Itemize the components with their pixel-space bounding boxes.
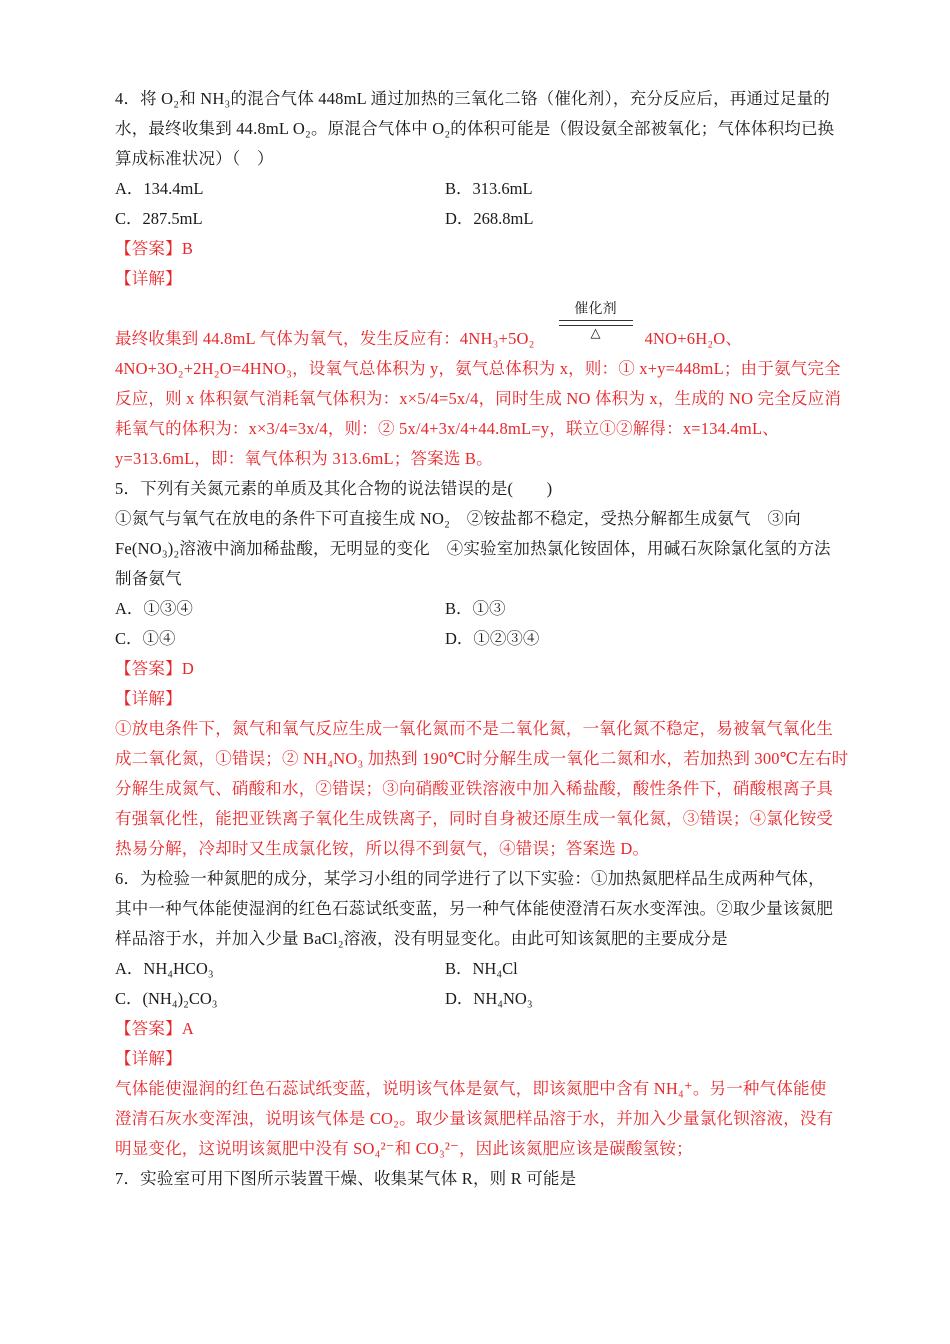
option-text: (NH₄)₂CO₃ [142, 989, 218, 1008]
option-text: ①③ [472, 599, 506, 618]
option-a [115, 174, 445, 204]
detail-line: 气体能使湿润的红色石蕊试纸变蓝，说明该气体是氨气，即该氮肥中含有 NH₄⁺。另一种气体能使 [115, 1079, 827, 1098]
detail-tag: 【详解】 [115, 689, 182, 708]
option-text: NH₄NO₃ [473, 989, 533, 1008]
option-text: 287.5mL [142, 209, 203, 228]
detail-line: 分解生成氮气、硝酸和水，②错误；③向硝酸亚铁溶液中加入稀盐酸，酸性条件下，硝酸根离子具 [115, 779, 834, 798]
option-text: ①②③④ [473, 629, 540, 648]
option-label: B． [445, 179, 473, 198]
answer-line [115, 234, 837, 264]
option-d [445, 624, 775, 654]
option-a [115, 594, 445, 624]
options-row [115, 624, 837, 654]
option-text: NH₄Cl [472, 959, 518, 978]
question-stem-line: 5．下列有关氮元素的单质及其化合物的说法错误的是( ) [115, 479, 553, 498]
question-stem-line: 水，最终收集到 44.8mL O₂。原混合气体中 O₂的体积可能是（假设氨全部被氧化；气体体积均已换 [115, 119, 835, 138]
options-row [115, 954, 837, 984]
heat-triangle-icon: △ [590, 325, 601, 340]
option-text: ①③④ [143, 599, 193, 618]
question-stem-line: 制备氨气 [115, 569, 182, 588]
answer-tag: 【答案】 [115, 239, 182, 258]
option-d [445, 204, 775, 234]
option-c [115, 624, 445, 654]
option-b [445, 174, 775, 204]
option-label: B． [445, 959, 473, 978]
detail-line: y=313.6mL，即：氧气体积为 313.6mL；答案选 B。 [115, 449, 493, 468]
options-row [115, 984, 837, 1014]
question-stem-line: 其中一种气体能使湿润的红色石蕊试纸变蓝，另一种气体能使澄清石灰水变浑浊。②取少量该氮肥 [115, 899, 834, 918]
option-b [445, 594, 775, 624]
option-label: A． [115, 959, 144, 978]
option-label: D． [445, 209, 474, 228]
question-stem-line: 样品溶于水，并加入少量 BaCl₂溶液，没有明显变化。由此可知该氮肥的主要成分是 [115, 929, 728, 948]
catalyst-label: 催化剂 [574, 302, 617, 317]
option-label: C． [115, 209, 143, 228]
option-label: B． [445, 599, 473, 618]
answer-value: B [181, 239, 194, 258]
question-stem-line: ①氮气与氧气在放电的条件下可直接生成 NO₂ ②铵盐都不稳定，受热分解都生成氨气 ③向 [115, 509, 801, 528]
detail-line: 耗氧气的体积为：x×3/4=3x/4，则：② 5x/4+3x/4+44.8mL=y，联立①②解得：x=134.4mL、 [115, 419, 779, 438]
detail-line: 有强氧化性，能把亚铁离子氧化生成铁离子，同时自身被还原生成一氧化氮，③错误；④氯化铵受 [115, 809, 834, 828]
detail-line: 反应，则 x 体积氨气消耗氧气体积为：x×5/4=5x/4，同时生成 NO 体积为 x，生成的 NO 完全反应消 [115, 389, 842, 408]
option-label: A． [115, 599, 144, 618]
option-label: C． [115, 629, 143, 648]
question-stem-line: 6．为检验一种氮肥的成分，某学习小组的同学进行了以下实验：①加热氮肥样品生成两种气体， [115, 869, 825, 888]
question-stem-line: 算成标准状况）（ ） [115, 149, 274, 168]
question-stem-line: 7．实验室可用下图所示装置干燥、收集某气体 R，则 R 可能是 [115, 1169, 577, 1188]
document-page [115, 84, 849, 1194]
detail-line: 明显变化，这说明该氮肥中没有 SO₄²⁻和 CO₃²⁻，因此该氮肥应该是碳酸氢铵； [115, 1139, 693, 1158]
question-4 [115, 84, 842, 474]
option-text: NH₄HCO₃ [143, 959, 214, 978]
options-row [115, 594, 837, 624]
answer-tag: 【答案】 [115, 1019, 182, 1038]
detail-line: 澄清石灰水变浑浊，说明该气体是 CO₂。取少量该氮肥样品溶于水，并加入少量氯化钡溶液，没有 [115, 1109, 834, 1128]
options-row [115, 204, 837, 234]
option-d [445, 984, 775, 1014]
answer-line [115, 654, 837, 684]
detail-line: 成二氧化氮，①错误；② NH₄NO₃ 加热到 190℃时分解生成一氧化二氮和水，若加热到 300℃左右时 [115, 749, 849, 768]
detail-tag: 【详解】 [115, 269, 182, 288]
question-stem-line: 4．将 O₂和 NH₃的混合气体 448mL 通过加热的三氧化二铬（催化剂），充分反应后，再通过足量的 [115, 89, 831, 108]
option-label: D． [445, 629, 474, 648]
question-5 [115, 474, 849, 864]
option-label: C． [115, 989, 143, 1008]
detail-line: ①放电条件下，氮气和氧气反应生成一氧化氮而不是二氧化氮，一氧化氮不稳定，易被氧气氧化生 [115, 719, 834, 738]
option-text: 313.6mL [472, 179, 533, 198]
reaction-condition-arrow [535, 302, 645, 354]
answer-tag: 【答案】 [115, 659, 182, 678]
option-text: ①④ [142, 629, 176, 648]
answer-line [115, 1014, 837, 1044]
option-label: D． [445, 989, 474, 1008]
answer-value: D [181, 659, 194, 678]
reaction-products: 4NO+6H₂O、 [644, 329, 743, 348]
reaction-reactants: 最终收集到 44.8mL 气体为氧气，发生反应有：4NH₃+5O₂ [115, 329, 535, 348]
option-text: 134.4mL [143, 179, 204, 198]
detail-line: 4NO+3O₂+2H₂O=4HNO₃，设氧气总体积为 y，氨气总体积为 x，则：① x+y=448mL；由于氨气完全 [115, 359, 841, 378]
question-6 [115, 864, 837, 1164]
options-row [115, 174, 837, 204]
option-label: A． [115, 179, 144, 198]
detail-line [115, 302, 837, 354]
option-c [115, 204, 445, 234]
option-a [115, 954, 445, 984]
question-7 [115, 1164, 837, 1194]
option-c [115, 984, 445, 1014]
option-text: 268.8mL [473, 209, 534, 228]
answer-value: A [181, 1019, 194, 1038]
question-stem-line: Fe(NO₃)₂溶液中滴加稀盐酸，无明显的变化 ④实验室加热氯化铵固体，用碱石灰除氯化氢的方法 [115, 539, 831, 558]
option-b [445, 954, 775, 984]
detail-tag: 【详解】 [115, 1049, 182, 1068]
detail-line: 热易分解，冷却时又生成氯化铵，所以得不到氨气，④错误；答案选 D。 [115, 839, 650, 858]
